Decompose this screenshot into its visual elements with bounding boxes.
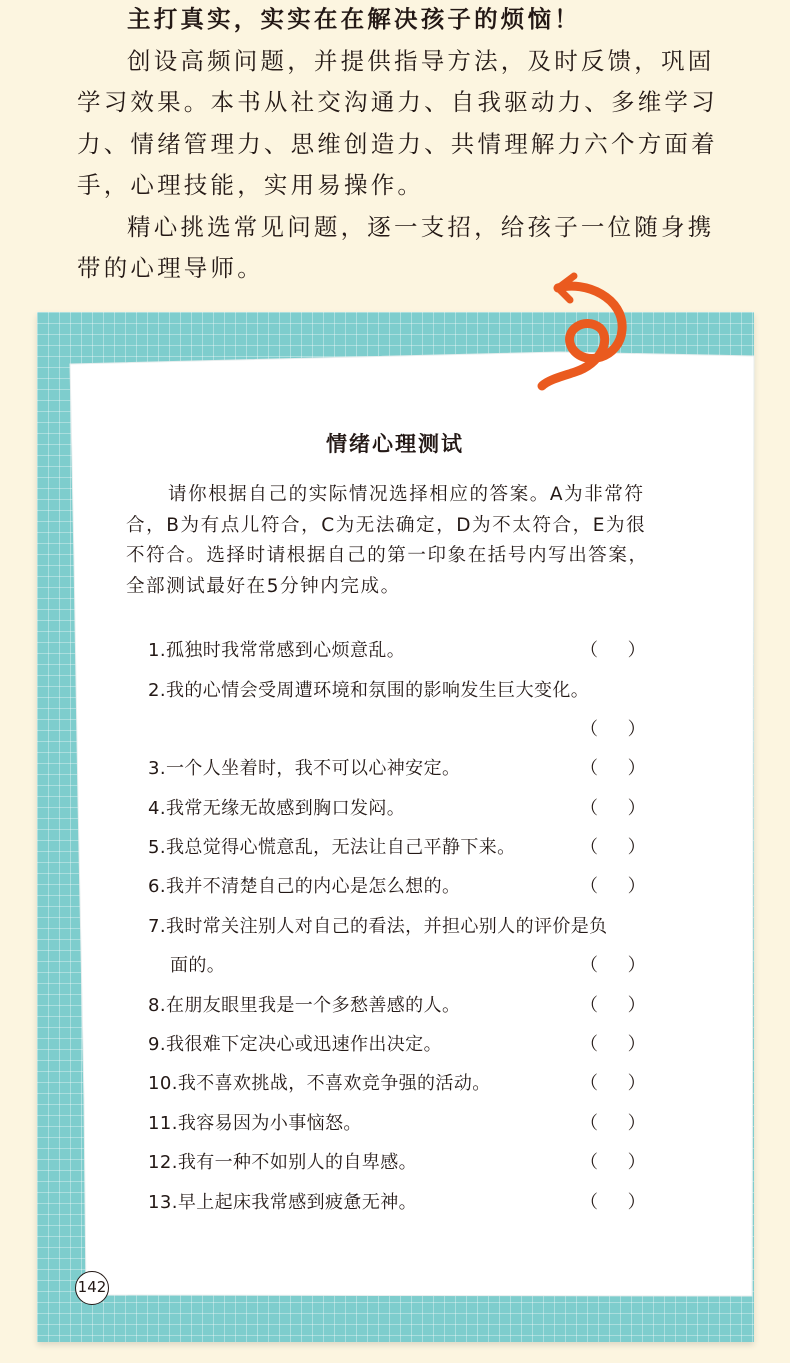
question-item-continued: 面的。 （ ）: [170, 953, 690, 979]
answer-bracket[interactable]: （ ）: [580, 1073, 646, 1094]
question-item-continued: [148, 717, 668, 743]
answer-bracket[interactable]: （ ）: [580, 1113, 646, 1134]
question-item: 3.一个人坐着时，我不可以心神安定。 （ ）: [148, 756, 668, 782]
question-item: 9.我很难下定决心或迅速作出决定。 （ ）: [148, 1032, 668, 1058]
question-item: 10.我不喜欢挑战，不喜欢竞争强的活动。 （ ）: [148, 1071, 668, 1097]
intro-paragraph-2: 精心挑选常见问题，逐一支招，给孩子一位随身携带的心理导师。: [77, 212, 715, 282]
intro-lead: 主打真实，实实在在解决孩子的烦恼！: [127, 5, 581, 33]
answer-bracket[interactable]: （ ）: [580, 955, 646, 976]
question-item: 2.我的心情会受周遭环境和氛围的影响发生巨大变化。: [148, 680, 590, 701]
answer-bracket[interactable]: （ ）: [580, 1034, 646, 1055]
question-item: 5.我总觉得心慌意乱，无法让自己平静下来。 （ ）: [148, 835, 668, 861]
question-item: 7.我时常关注别人对自己的看法，并担心别人的评价是负: [148, 916, 608, 937]
answer-bracket[interactable]: （ ）: [580, 1192, 646, 1213]
question-item: 4.我常无缘无故感到胸口发闷。 （ ）: [148, 796, 668, 822]
test-title: 情绪心理测试: [326, 432, 464, 456]
answer-bracket[interactable]: （ ）: [580, 640, 646, 661]
answer-bracket[interactable]: （ ）: [580, 876, 646, 897]
question-item: 13.早上起床我常感到疲惫无神。 （ ）: [148, 1190, 668, 1216]
answer-bracket[interactable]: （ ）: [580, 719, 646, 740]
question-item: 6.我并不清楚自己的内心是怎么想的。 （ ）: [148, 874, 668, 900]
answer-bracket[interactable]: （ ）: [580, 837, 646, 858]
answer-bracket[interactable]: （ ）: [580, 758, 646, 779]
answer-bracket[interactable]: （ ）: [580, 1152, 646, 1173]
page-number: 142: [75, 1271, 109, 1305]
answer-bracket[interactable]: （ ）: [580, 798, 646, 819]
question-item: 11.我容易因为小事恼怒。 （ ）: [148, 1111, 668, 1137]
intro-paragraph-1: 创设高频问题，并提供指导方法，及时反馈，巩固学习效果。本书从社交沟通力、自我驱动力、多维学习力、情绪管理力、思维创造力、共情理解力六个方面着手，心理技能，实用易操作。: [77, 46, 718, 199]
test-instructions: 请你根据自己的实际情况选择相应的答案。A为非常符合，B为有点儿符合，C为无法确定，D为不太符合，E为很不符合。选择时请根据自己的第一印象在括号内写出答案，全部测试最好在5分钟内完成。: [126, 484, 649, 597]
answer-bracket[interactable]: （ ）: [580, 995, 646, 1016]
question-item: 12.我有一种不如别人的自卑感。 （ ）: [148, 1150, 668, 1176]
question-item: 8.在朋友眼里我是一个多愁善感的人。 （ ）: [148, 993, 668, 1019]
question-item: 1.孤独时我常常感到心烦意乱。 （ ）: [148, 638, 668, 664]
